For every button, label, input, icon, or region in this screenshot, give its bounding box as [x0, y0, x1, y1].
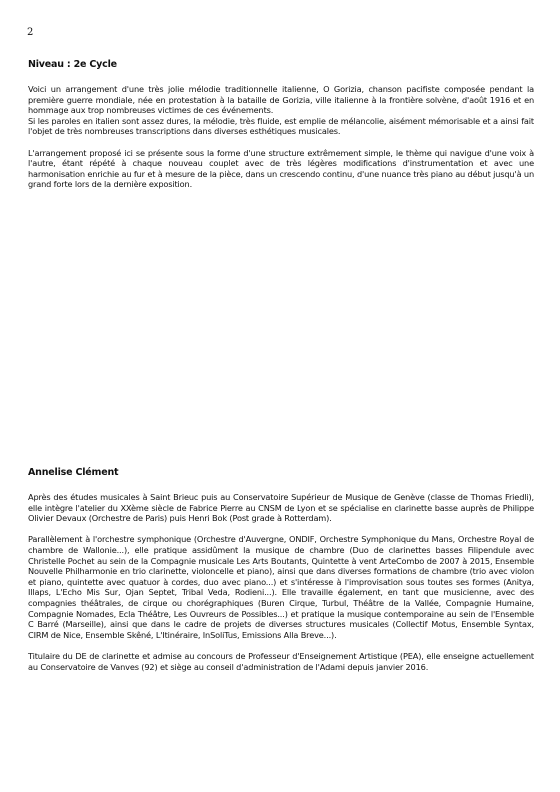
section-biography-body [28, 492, 534, 672]
paragraph: Titulaire du DE de clarinette et admise au concours de Professeur d'Enseignement Artistique (PEA), elle enseigne actuellement au Conservatoire de Vanves (92) et siège au conseil d'administration de l'Adami depuis janvier 2016. [28, 650, 534, 672]
paragraph: Si les paroles en italien sont assez dures, la mélodie, très fluide, est emplie de mélancolie, aisément mémorisable et a ainsi fait l'objet de très nombreuses transcriptions dans diverses esthétiques musicales. [28, 115, 534, 137]
section-level-body [28, 84, 534, 190]
paragraph: Voici un arrangement d'une très jolie mélodie traditionnelle italienne, O Gorizia, chanson pacifiste composée pendant la première guerre mondiale, née en protestation à la bataille de Gorizia, ville italienne à la frontière solvène, d'août 1916 et en hommage aux trop nombreuses victimes de ces événements. [28, 84, 534, 116]
section-title-level: Niveau : 2e Cycle [28, 59, 117, 70]
paragraph: L'arrangement proposé ici se présente sous la forme d'une structure extrêmement simple, le thème qui navigue d'une voix à l'autre, étant répété à chaque nouveau couplet avec de très légères modifications d'instrumentation et avec une harmonisation enrichie au fur et à mesure de la pièce, dans un crescendo continu, d'une nuance très piano au début jusqu'à un grand forte lors de la dernière exposition. [28, 147, 534, 190]
paragraph: Après des études musicales à Saint Brieuc puis au Conservatoire Supérieur de Musique de Genève (classe de Thomas Friedli), elle intègre l'atelier du XXème siècle de Fabrice Pierre au CNSM de Lyon et se spécialise en clarinette basse auprès de Philippe Olivier Devaux (Orchestre de Paris) puis Henri Bok (Post grade à Rotterdam). [28, 492, 534, 524]
paragraph: Parallèlement à l'orchestre symphonique (Orchestre d'Auvergne, ONDIF, Orchestre Symphonique du Mans, Orchestre Royal de chambre de Wallonie...), elle pratique assidûment la musique de chambre (Duo de clarinettes basses Filipendule avec Christelle Pochet au sein de la Compagnie musicale Les Arts Boutants, Quintette à vent ArteCombo de 2007 à 2015, Ensemble Nouvelle Philharmonie en trio clarinette, violoncelle et piano), ainsi que dans diverses formations de chambre (trio avec violon et piano, quintette avec quatuor à cordes, duo avec piano...) et s'intéresse à l'improvisation sous toutes ses formes (Anitya, Illaps, L'Echo Mis Sur, Ojan Septet, Tribal Veda, Rodieni...). Elle travaille également, en tant que musicienne, avec des compagnies théâtrales, de cirque ou chorégraphiques (Buren Cirque, Turbul, Théâtre de la Vallée, Compagnie Humaine, Compagnie Nomades, Ecla Théâtre, Les Ouvreurs de Possibles...) et pratique la musique contemporaine au sein de l'Ensemble C Barré (Marseille), ainsi que dans le cadre de projets de diverses structures musicales (Collectif Motus, Ensemble Syntax, CIRM de Nice, Ensemble Skêné, L'Itinéraire, InSoliTus, Emissions Alla Breve...). [28, 534, 534, 640]
section-title-biography: Annelise Clément [28, 467, 119, 478]
page-number: 2 [27, 27, 34, 38]
